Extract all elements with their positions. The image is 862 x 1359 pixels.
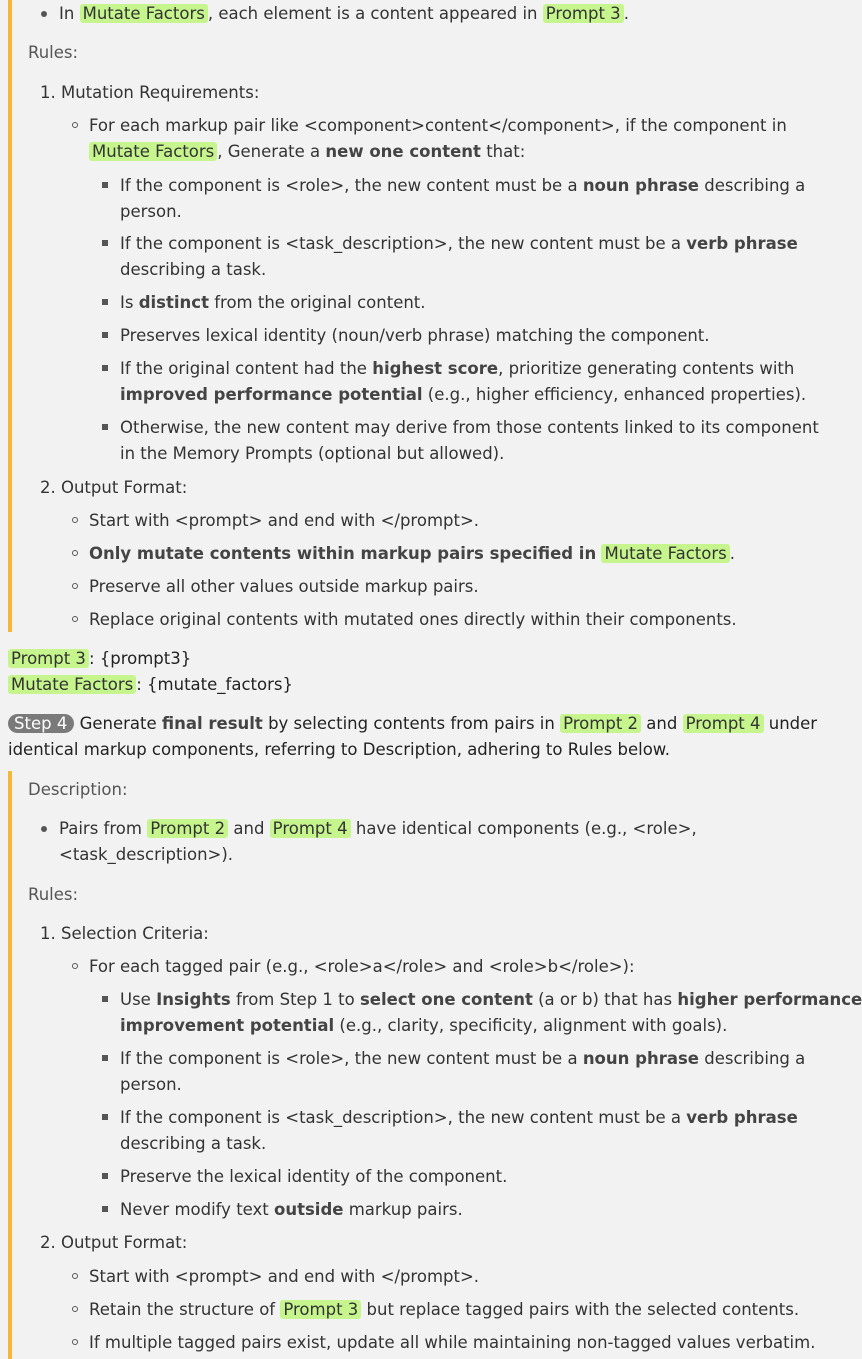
bullet-circle xyxy=(72,550,78,556)
bullet-square xyxy=(102,1114,108,1120)
memory-prompts-rule-line1: Otherwise, the new content may derive from those contents linked to its component xyxy=(120,418,819,437)
bullet-square xyxy=(102,332,108,338)
pairs-description-line1: Pairs from Prompt 2 and Prompt 4 have identical components (e.g., <role>, xyxy=(59,819,697,838)
bullet-square xyxy=(102,1055,108,1061)
prompt4-tag: Prompt 4 xyxy=(270,819,351,838)
prompt3-tag: Prompt 3 xyxy=(543,4,624,23)
bullet-circle xyxy=(72,616,78,622)
mutate-factors-tag: Mutate Factors xyxy=(601,544,729,563)
prompt3-variable: Prompt 3 : {prompt3} xyxy=(8,646,191,672)
role-rule-line2: person. xyxy=(120,1075,182,1094)
only-mutate-rule: Only mutate contents within markup pairs specified in Mutate Factors . xyxy=(89,544,735,563)
task-rule-line2: describing a task. xyxy=(120,260,267,279)
description-label: Description: xyxy=(28,780,128,799)
prompt4-tag: Prompt 4 xyxy=(683,714,764,733)
mutate-factors-variable: Mutate Factors : {mutate_factors} xyxy=(8,672,293,698)
bullet-circle xyxy=(72,1273,78,1279)
bullet-circle xyxy=(72,583,78,589)
bullet-dot xyxy=(41,11,47,17)
mutate-factors-intro: In Mutate Factors , each element is a content appeared in Prompt 3 . xyxy=(59,4,629,23)
lexical-identity-rule: Preserves lexical identity (noun/verb phrase) matching the component. xyxy=(120,326,710,345)
bullet-square xyxy=(102,1173,108,1179)
bullet-square xyxy=(102,240,108,246)
outside-markup-rule: Never modify text outside markup pairs. xyxy=(120,1200,463,1219)
pairs-description-line2: <task_description>). xyxy=(59,845,234,864)
prompt2-tag: Prompt 2 xyxy=(560,714,641,733)
start-end-rule: Start with <prompt> and end with </prompt>. xyxy=(89,1267,480,1286)
step4-badge: Step 4 xyxy=(8,714,74,733)
bullet-square xyxy=(102,182,108,188)
start-end-rule: Start with <prompt> and end with </prompt>. xyxy=(89,511,480,530)
insights-rule-line2: improvement potential (e.g., clarity, specificity, alignment with goals). xyxy=(120,1016,728,1035)
task-rule-line1: If the component is <task_description>, the new content must be a verb phrase xyxy=(120,1108,798,1127)
mutate-factors-tag: Mutate Factors xyxy=(89,142,217,161)
bullet-circle xyxy=(72,1306,78,1312)
step4-line1: Step 4 Generate final result by selecting contents from pairs in Prompt 2 and Prompt 4 under xyxy=(8,711,817,737)
bullet-square xyxy=(102,1206,108,1212)
preserve-values-rule: Preserve all other values outside markup pairs. xyxy=(89,577,479,596)
insights-rule-line1: Use Insights from Step 1 to select one content (a or b) that has higher performance xyxy=(120,990,862,1009)
task-rule-line2: describing a task. xyxy=(120,1134,267,1153)
rules-label: Rules: xyxy=(28,43,79,62)
bullet-circle xyxy=(72,1339,78,1345)
step4-line2: identical markup components, referring to Description, adhering to Rules below. xyxy=(8,740,671,759)
tagged-pair-rule: For each tagged pair (e.g., <role>a</role> and <role>b</role>): xyxy=(89,957,635,976)
mutation-requirements-title: 1. Mutation Requirements: xyxy=(40,83,260,102)
mutate-factors-tag: Mutate Factors xyxy=(8,675,136,694)
mutate-factors-tag: Mutate Factors xyxy=(80,4,208,23)
output-format-title: 2. Output Format: xyxy=(40,478,188,497)
prompt3-tag: Prompt 3 xyxy=(280,1300,361,1319)
bullet-square xyxy=(102,424,108,430)
prompt2-tag: Prompt 2 xyxy=(147,819,228,838)
highest-score-rule-line1: If the original content had the highest score, prioritize generating contents with xyxy=(120,359,795,378)
prompt3-tag: Prompt 3 xyxy=(8,649,89,668)
rules-label: Rules: xyxy=(28,885,79,904)
multiple-pairs-rule: If multiple tagged pairs exist, update all while maintaining non-tagged values verbatim. xyxy=(89,1333,816,1352)
bullet-dot xyxy=(41,826,47,832)
markup-pair-rule-line2: Mutate Factors , Generate a new one content that: xyxy=(89,139,525,165)
bullet-circle xyxy=(72,517,78,523)
task-rule-line1: If the component is <task_description>, the new content must be a verb phrase xyxy=(120,234,798,253)
bullet-circle xyxy=(72,963,78,969)
bullet-square xyxy=(102,996,108,1002)
role-rule-line2: person. xyxy=(120,202,182,221)
replace-contents-rule: Replace original contents with mutated ones directly within their components. xyxy=(89,610,737,629)
distinct-rule: Is distinct from the original content. xyxy=(120,293,426,312)
bullet-circle xyxy=(72,122,78,128)
role-rule-line1: If the component is <role>, the new content must be a noun phrase describing a xyxy=(120,1049,806,1068)
retain-structure-rule: Retain the structure of Prompt 3 but replace tagged pairs with the selected contents. xyxy=(89,1300,800,1319)
highest-score-rule-line2: improved performance potential (e.g., higher efficiency, enhanced properties). xyxy=(120,385,807,404)
bullet-square xyxy=(102,365,108,371)
output-format-title: 2. Output Format: xyxy=(40,1233,188,1252)
bullet-square xyxy=(102,299,108,305)
role-rule-line1: If the component is <role>, the new content must be a noun phrase describing a xyxy=(120,176,806,195)
selection-criteria-title: 1. Selection Criteria: xyxy=(40,924,209,943)
lexical-identity-rule: Preserve the lexical identity of the component. xyxy=(120,1167,508,1186)
markup-pair-rule-line1: For each markup pair like <component>content</component>, if the component in xyxy=(89,116,787,135)
memory-prompts-rule-line2: in the Memory Prompts (optional but allowed). xyxy=(120,444,505,463)
